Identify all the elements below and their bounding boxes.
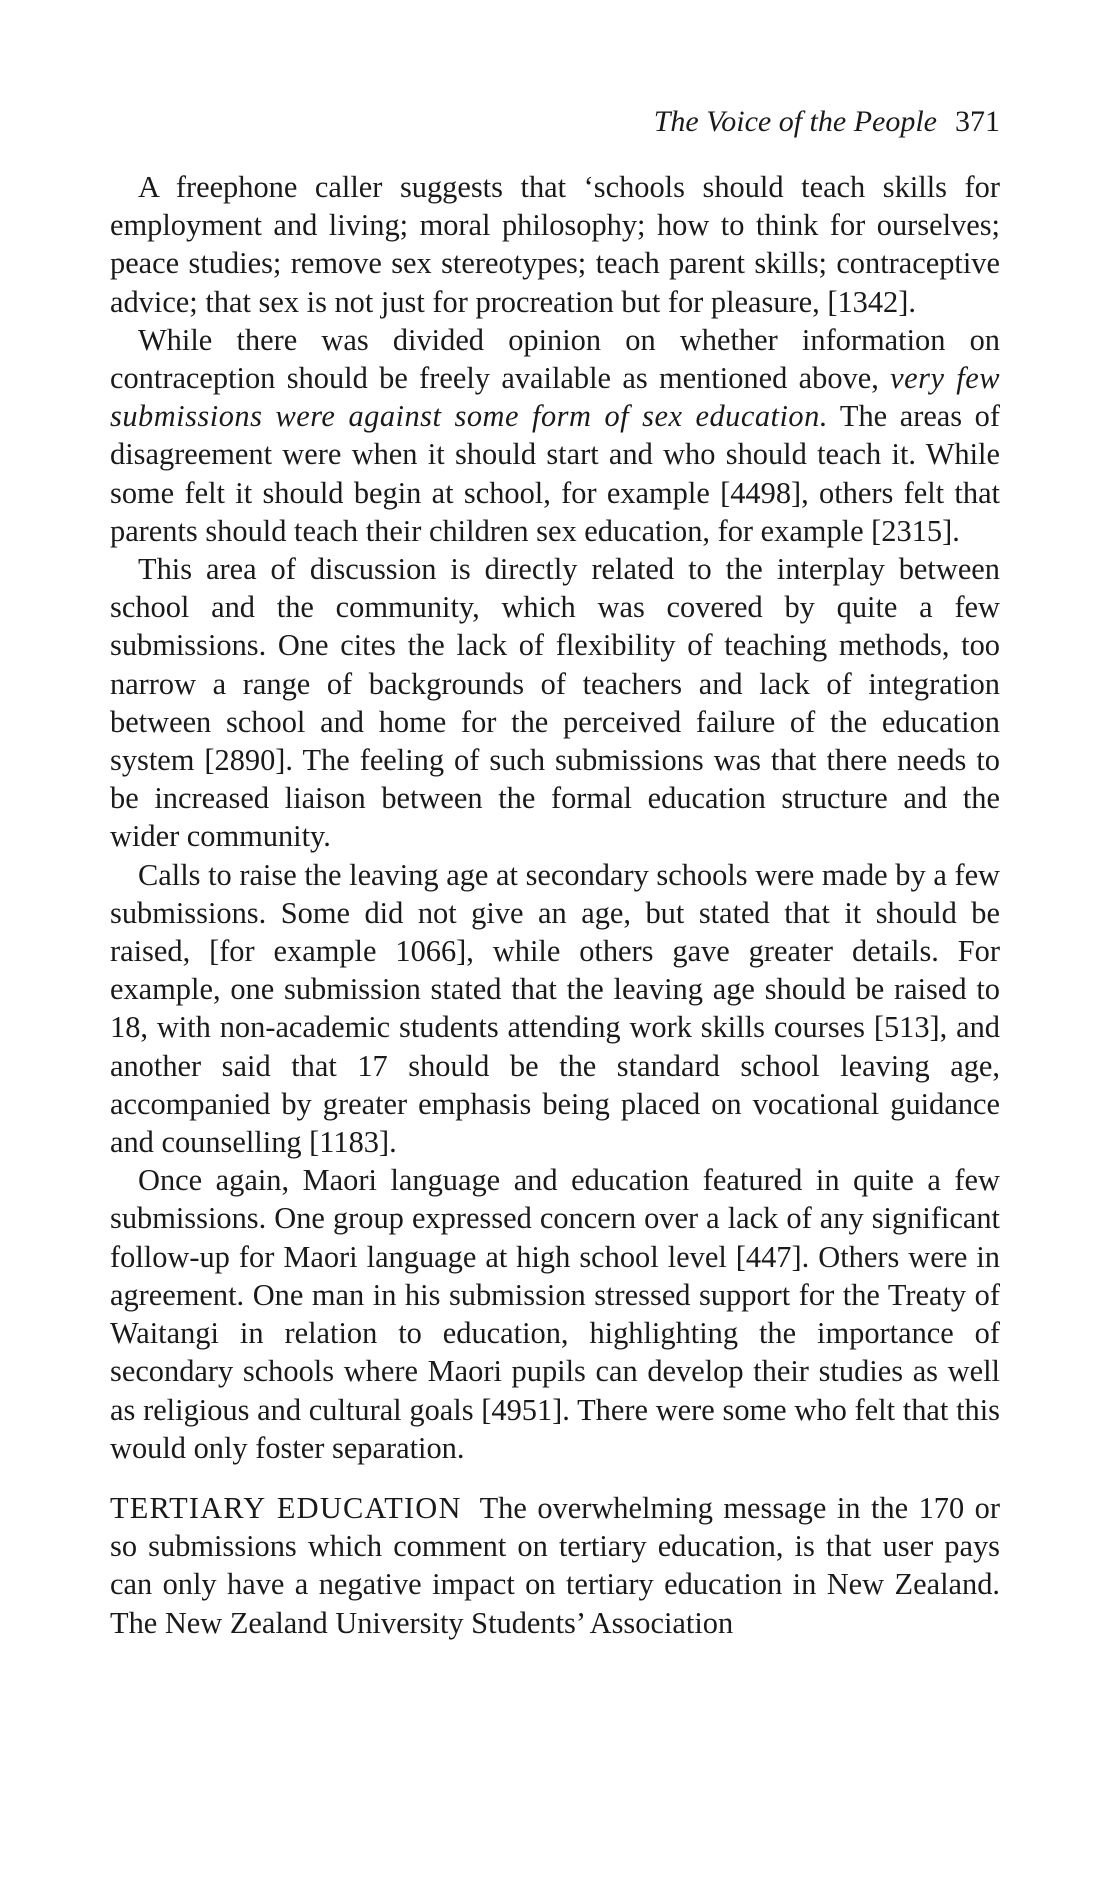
body-text — [110, 168, 1000, 1642]
paragraph-freephone-caller: A freephone caller suggests that ‘schools should teach skills for employment and living; moral philosophy; how to think for ourselves; peace studies; remove sex stereotypes; teach parent skills; contraceptive advice; that sex is not just for procreation but for pleasure, [1342]. — [110, 170, 1000, 319]
paragraph-text: While there was divided opinion on whether information on contraception should be freely available as mentioned above, — [110, 322, 1000, 396]
paragraph-text: The areas of disagreement were when it should start and who should teach it. While some felt it should begin at school, for example [4498], others felt that parents should teach their children sex education, for example [2315]. — [110, 399, 1000, 548]
emphasized-text: very few submissions were against some form of sex education. — [110, 361, 1000, 434]
paragraph-school-community: This area of discussion is directly related to the interplay between school and the community, which was covered by quite a few submissions. One cites the lack of flexibility of teaching methods, too narrow a range of backgrounds of teachers and lack of integration between school and home for the perceived failure of the education system [2890]. The feeling of such submissions was that there needs to be increased liaison between the formal education structure and the wider community. — [110, 552, 1000, 854]
section-heading: TERTIARY EDUCATION — [110, 1490, 462, 1525]
paragraph-tertiary-education — [110, 1489, 1000, 1642]
paragraph-sex-education — [110, 321, 1000, 550]
section-text: The overwhelming message in the 170 or so submissions which comment on tertiary education, is that user pays can only have a negative impact on tertiary education in New Zealand. The New Zealand University Students’ Association — [110, 1490, 1000, 1640]
paragraph-leaving-age: Calls to raise the leaving age at secondary schools were made by a few submissions. Some did not give an age, but stated that it should be raised, [for example 1066], while others gave greater details. For example, one submission stated that the leaving age should be raised to 18, with non-academic students attending work skills courses [513], and another said that 17 should be the standard school leaving age, accompanied by greater emphasis being placed on vocational guidance and counselling [1183]. — [110, 857, 1000, 1160]
paragraph-maori-language: Once again, Maori language and education featured in quite a few submissions. One group expressed concern over a lack of any significant follow-up for Maori language at high school level [447]. Others were in agreement. One man in his submission stressed support for the Treaty of Waitangi in relation to education, highlighting the importance of secondary schools where Maori pupils can develop their studies as well as religious and cultural goals [4951]. There were some who felt that this would only foster separation. — [110, 1163, 1000, 1465]
book-page — [110, 0, 1000, 1884]
running-title: The Voice of the People — [653, 105, 937, 138]
page-number: 371 — [955, 105, 1000, 138]
running-head — [654, 104, 1000, 140]
